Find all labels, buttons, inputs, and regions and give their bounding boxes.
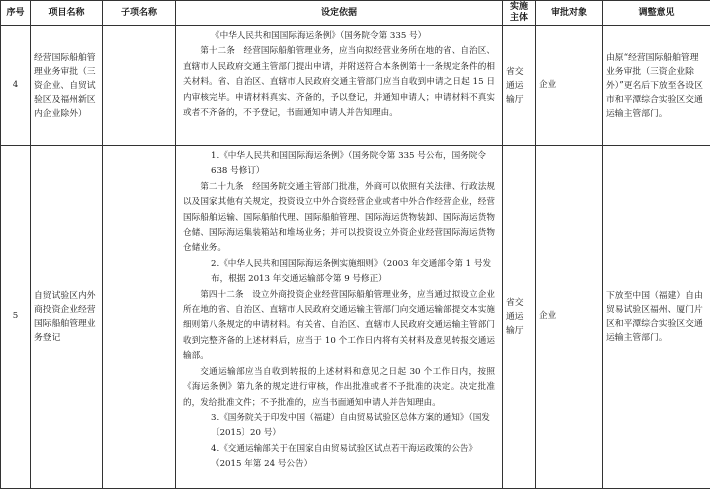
row-subitem	[103, 26, 176, 146]
basis-paragraph: 3.《国务院关于印发中国（福建）自由贸易试验区总体方案的通知》（国发〔2015〕20 号）	[183, 411, 495, 442]
basis-paragraph: 4.《交通运输部关于在国家自由贸易试验区试点若干海运政策的公告》（2015 年第 24 号公告）	[183, 442, 495, 473]
row-subitem	[103, 146, 176, 489]
basis-paragraph: 2.《中华人民共和国国际海运条例实施细则》（2003 年交通部令第 1 号发布，根据 2013 年交通运输部令第 9 号修正）	[183, 257, 495, 288]
row-basis	[176, 146, 503, 489]
row-item: 经营国际船舶管理业务审批（三资企业、自贸试验区及福州新区内企业除外）	[31, 26, 103, 146]
basis-paragraph: 第十二条 经营国际船舶管理业务，应当向拟经营业务所在地的省、自治区、直辖市人民政府交通主管部门提出申请，并附送符合本条例第十一条规定条件的相关材料。省、自治区、直辖市人民政府交通主管部门应当自收到申请之日起 15 日内审核完毕。申请材料真实、齐备的，予以登记，并通知申请人；申请材料不真实或者不齐备的，不予登记，书面通知申请人并告知理由。	[183, 44, 495, 121]
header-no: 序号	[1, 1, 31, 26]
header-subitem: 子项名称	[103, 1, 176, 26]
header-basis: 设定依据	[176, 1, 503, 26]
basis-paragraph: 交通运输部应当自收到转报的上述材料和意见之日起 30 个工作日内，按照《海运条例》第九条的规定进行审核，作出批准或者不予批准的决定。决定批准的，发给批准文件；不予批准的，应当书面通知申请人并告知理由。	[183, 365, 495, 411]
row-basis	[176, 26, 503, 146]
row-no: 5	[1, 146, 31, 489]
row-opinion: 下放至中国（福建）自由贸易试验区福州、厦门片区和平潭综合实验区交通运输主管部门。	[603, 146, 710, 489]
header-opinion: 调整意见	[603, 1, 710, 26]
basis-paragraph: 《中华人民共和国国际海运条例》（国务院令第 335 号）	[183, 29, 495, 44]
basis-paragraph: 第四十二条 设立外商投资企业经营国际船舶管理业务，应当通过拟设立企业所在地的省、自治区、直辖市人民政府交通运输主管部门向交通运输部提交本实施细则第八条规定的申请材料。有关省、自治区、直辖市人民政府交通运输主管部门收到完整齐备的上述材料后，应当于 10 个工作日内将有关材料及意见转报交通运输部。	[183, 288, 495, 365]
table-row	[1, 26, 710, 146]
table-row	[1, 146, 710, 489]
header-item: 项目名称	[31, 1, 103, 26]
header-body: 实施主体	[503, 1, 536, 26]
row-no: 4	[1, 26, 31, 146]
row-opinion: 由原“经营国际船舶管理业务审批（三资企业除外）”更名后下放至各设区市和平潭综合实验区交通运输主管部门。	[603, 26, 710, 146]
row-target: 企业	[536, 26, 603, 146]
basis-paragraph: 1.《中华人民共和国国际海运条例》（国务院令第 335 号公布，国务院令 638 号修订）	[183, 149, 495, 180]
row-target: 企业	[536, 146, 603, 489]
basis-paragraph: 第二十九条 经国务院交通主管部门批准，外商可以依照有关法律、行政法规以及国家其他有关规定，投资设立中外合资经营企业或者中外合作经营企业，经营国际船舶运输、国际船舶代理、国际船舶管理、国际海运货物装卸、国际海运货物仓储、国际海运集装箱站和堆场业务；并可以投资设立外资企业经营国际海运货物仓储业务。	[183, 180, 495, 257]
row-body: 省交通运输厅	[503, 146, 536, 489]
header-row	[1, 1, 710, 26]
row-item: 自贸试验区内外商投资企业经营国际船舶管理业务登记	[31, 146, 103, 489]
row-body: 省交通运输厅	[503, 26, 536, 146]
header-target: 审批对象	[536, 1, 603, 26]
